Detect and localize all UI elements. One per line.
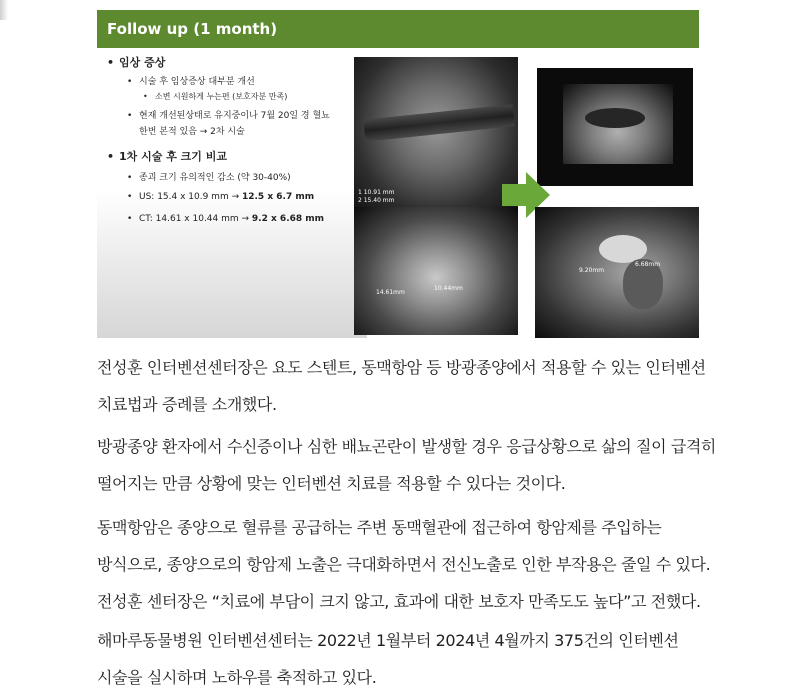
measure-label: 10.44mm <box>434 285 463 292</box>
item-text: 한번 본적 있음 → 2차 시술 <box>139 127 245 137</box>
item-text: CT: 14.61 x 10.44 mm → <box>139 214 252 224</box>
paragraph-line: 시술을 실시하며 노하우를 축적하고 있다. <box>97 668 377 687</box>
paragraph-line: 전성훈 센터장은 “치료에 부담이 크지 않고, 효과에 대한 보호자 만족도도 높다”고 전했다. <box>97 592 701 611</box>
paragraph-line: 치료법과 증례를 소개했다. <box>97 395 277 414</box>
ct-after-image <box>535 207 699 338</box>
slide-title: Follow up (1 month) <box>97 10 699 48</box>
bullet-item-cont <box>139 124 245 137</box>
article-paragraph-2 <box>97 428 716 502</box>
paragraph-line: 전성훈 인터벤션센터장은 요도 스텐트, 동맥항암 등 방광종양에서 적용할 수 있는 인터벤션 <box>97 358 706 377</box>
bullet-heading-size: • 1차 시술 후 크기 비교 <box>107 150 227 163</box>
article-paragraph-1 <box>97 349 707 423</box>
tissue-band <box>363 104 514 142</box>
item-text: US: 15.4 x 10.9 mm → <box>139 192 242 202</box>
measure-label: 1 10.91 mm <box>358 189 395 196</box>
measure-label: 6.68mm <box>635 261 661 268</box>
bullet-subitem: • 소변 시원하게 누는편 (보호자분 만족) <box>143 92 288 101</box>
us-before-labels <box>358 189 395 205</box>
bullet-item: • 시술 후 임상증상 대부분 개선 <box>127 77 255 87</box>
article-paragraph-3 <box>97 509 711 620</box>
heading-text: 임상 증상 <box>119 56 166 69</box>
bullet-item-us: • US: 15.4 x 10.9 mm → 12.5 x 6.7 mm <box>127 192 315 202</box>
item-text: 현재 개선된상태로 유지중이나 7월 20일 경 혈뇨 <box>139 111 330 121</box>
bullet-item: • 종괴 크기 유의적인 감소 (약 30-40%) <box>127 173 291 183</box>
page-edge-shadow <box>0 0 8 20</box>
item-value: 12.5 x 6.7 mm <box>241 192 315 202</box>
item-text: 소변 시원하게 누는편 (보호자분 만족) <box>155 92 288 101</box>
item-value: 9.2 x 6.68 mm <box>251 214 325 224</box>
measure-label: 9.20mm <box>579 267 605 274</box>
heading-text: 1차 시술 후 크기 비교 <box>119 150 227 163</box>
measure-label: 14.61mm <box>376 289 405 296</box>
slide-shading <box>97 190 367 338</box>
article-paragraph-4 <box>97 622 707 696</box>
item-text: 종괴 크기 유의적인 감소 (약 30-40%) <box>139 173 291 183</box>
paragraph-line: 방식으로, 종양으로의 항암제 노출은 극대화하면서 전신노출로 인한 부작용은 줄일 수 있다. <box>97 555 711 574</box>
ultrasound-before-image <box>354 57 518 213</box>
nodule <box>585 108 645 128</box>
paragraph-line: 떨어지는 만큼 상황에 맞는 인터벤션 치료를 적용할 수 있다는 것이다. <box>97 474 566 493</box>
item-text: 시술 후 임상증상 대부분 개선 <box>139 77 255 87</box>
measure-label: 2 15.40 mm <box>358 197 395 204</box>
bullet-item: • 현재 개선된상태로 유지중이나 7월 20일 경 혈뇨 <box>127 111 330 121</box>
paragraph-line: 해마루동물병원 인터벤션센터는 2022년 1월부터 2024년 4월까지 375건의 인터벤션 <box>97 631 679 650</box>
paragraph-line: 동맥항암은 종양으로 혈류를 공급하는 주변 동맥혈관에 접근하여 항암제를 주입하는 <box>97 518 662 537</box>
bullet-heading-symptoms: • 임상 증상 <box>107 56 166 69</box>
bullet-item-ct: • CT: 14.61 x 10.44 mm → 9.2 x 6.68 mm <box>127 214 325 224</box>
paragraph-line: 방광종양 환자에서 수신증이나 심한 배뇨곤란이 발생할 경우 응급상황으로 삶의 질이 급격히 <box>97 437 716 456</box>
ct-before-image <box>354 207 518 335</box>
ultrasound-after-image <box>537 68 693 186</box>
slide-image <box>97 10 699 338</box>
